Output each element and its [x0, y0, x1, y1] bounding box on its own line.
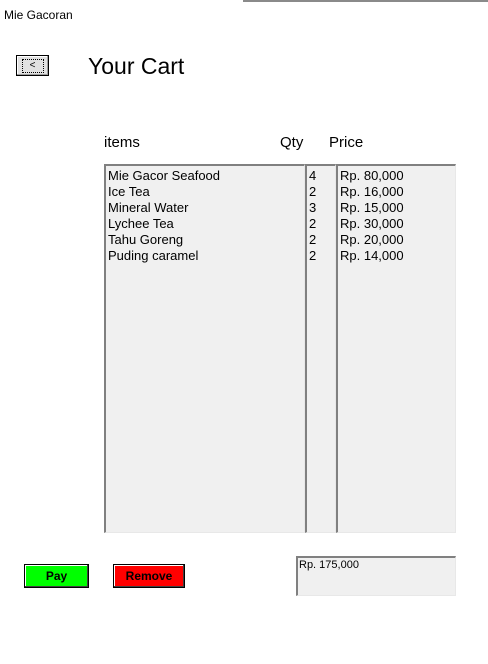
back-arrow-icon: < — [22, 59, 44, 73]
cart-item-name[interactable]: Mineral Water — [108, 200, 189, 215]
cart-item-name[interactable]: Puding caramel — [108, 248, 199, 263]
items-column-header: items — [104, 134, 140, 151]
cart-item-price[interactable]: Rp. 15,000 — [340, 200, 404, 215]
cart-item-qty[interactable]: 2 — [309, 248, 317, 263]
cart-item-qty[interactable]: 4 — [309, 168, 317, 183]
back-button[interactable] — [16, 55, 49, 76]
cart-item-price[interactable]: Rp. 16,000 — [340, 184, 404, 199]
price-listbox[interactable] — [336, 164, 456, 533]
cart-item-price[interactable]: Rp. 14,000 — [340, 248, 404, 263]
cart-item-qty[interactable]: 2 — [309, 216, 317, 231]
cart-item-name[interactable]: Tahu Goreng — [108, 232, 184, 247]
qty-listbox[interactable] — [305, 164, 336, 533]
cart-item-name[interactable]: Mie Gacor Seafood — [108, 168, 221, 183]
window-top-edge — [0, 0, 488, 2]
page-title: Your Cart — [88, 53, 185, 79]
cart-item-price[interactable]: Rp. 80,000 — [340, 168, 404, 183]
cart-item-name[interactable]: Ice Tea — [108, 184, 150, 199]
cart-item-name[interactable]: Lychee Tea — [108, 216, 174, 231]
total-price-field: Rp. 175,000 — [296, 556, 456, 596]
cart-item-qty[interactable]: 2 — [309, 184, 317, 199]
pay-button[interactable]: Pay — [24, 564, 89, 588]
cart-item-price[interactable]: Rp. 30,000 — [340, 216, 404, 231]
items-listbox[interactable] — [104, 164, 305, 533]
price-column-header: Price — [329, 134, 364, 151]
cart-item-qty[interactable]: 2 — [309, 232, 317, 247]
window-title: Mie Gacoran — [4, 8, 73, 22]
remove-button[interactable]: Remove — [113, 564, 185, 588]
cart-item-price[interactable]: Rp. 20,000 — [340, 232, 404, 247]
qty-column-header: Qty — [280, 134, 304, 151]
cart-item-qty[interactable]: 3 — [309, 200, 317, 215]
